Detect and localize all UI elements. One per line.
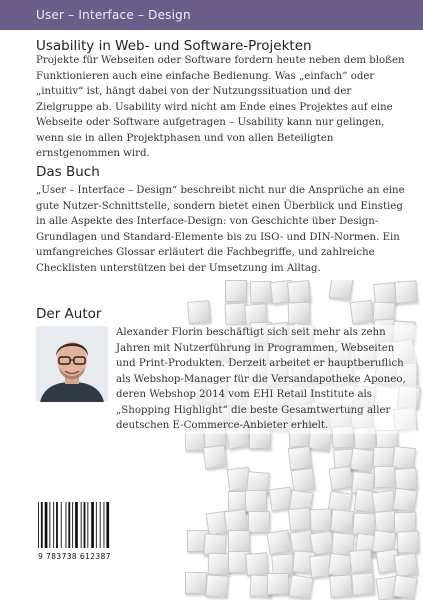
barcode-bar [49, 502, 50, 548]
cube-block [329, 280, 354, 301]
barcode-bar [84, 502, 86, 548]
barcode-bar [104, 502, 105, 548]
cube-block [289, 574, 314, 599]
cube-block [206, 575, 229, 598]
cube-block [288, 446, 312, 470]
barcode-bar [72, 502, 73, 548]
cube-block [349, 448, 374, 473]
section-heading-book: Das Buch [36, 164, 100, 180]
cube-block [392, 574, 417, 599]
cube-block [351, 572, 375, 596]
cube-block [393, 487, 418, 512]
cube-block [202, 445, 226, 469]
barcode-bar [81, 502, 82, 548]
cover-header-bar [0, 0, 423, 30]
barcode-bar [41, 502, 43, 548]
barcode-bar [75, 502, 78, 548]
cube-block [394, 552, 418, 576]
barcode-bar [91, 502, 94, 548]
cube-block [397, 531, 420, 554]
section-heading-usability: Usability in Web- und Software-Projekten [36, 38, 312, 54]
cube-block [395, 280, 418, 303]
cube-block [374, 466, 396, 488]
cube-block [267, 573, 289, 595]
barcode-bar [66, 502, 67, 548]
section-text-book: „User – Interface – Design“ beschreibt nicht nur die Ansprüche an eine gute Nutzer-Schnittstelle, sondern bietet einen Überblick und Einstieg in alle Aspekte des Interface-Design: von Geschichte über Design-Grundlagen und Standard-Elemente bis zu ISO- und DIN-Normen. Ein umfangreiches Glossar erläutert die Fachbegriffe, und zahlreiche Checklisten unterstützen bei der Umsetzung im Alltag. [36, 185, 405, 274]
cube-block [245, 552, 269, 576]
cube-block [185, 572, 207, 594]
section-text-author: Alexander Florin beschäftigt sich seit mehr als zehn Jahren mit Nutzerführung in Programmen, Webseiten und Print-Produkten. Derzeit arbeitet er hauptberuflich als Webshop-Manager für die Versandapotheke Aponeo, deren Webshop 2014 vom EHI Retail Institute als „Shopping Highlight“ die beste Gesamtwertung aller deutschen E-Commerce-Anbieter erhielt. [116, 325, 416, 434]
cube-block [228, 529, 250, 551]
cube-block [288, 301, 311, 324]
cube-block [349, 549, 373, 573]
barcode-bar [38, 502, 39, 548]
barcode-bar [87, 502, 88, 548]
cube-block [330, 509, 354, 533]
series-title: User – Interface – Design [36, 8, 191, 22]
cube-block [287, 280, 311, 304]
barcode-bar [45, 502, 48, 548]
cube-block [267, 529, 292, 554]
cube-block [353, 513, 376, 536]
cube-block [329, 574, 352, 597]
cube-block [248, 511, 270, 533]
cube-block [291, 467, 316, 492]
barcode-bar [96, 502, 97, 548]
barcode-bar [100, 502, 101, 548]
author-photo [36, 326, 108, 402]
cube-block [329, 466, 354, 491]
cube-block [207, 553, 230, 576]
isbn-number: 9 783738 612387 [38, 552, 111, 561]
cube-block [225, 280, 247, 302]
cube-block [187, 300, 211, 324]
barcode-bar [56, 502, 58, 548]
section-text-usability: Projekte für Webseiten oder Software fordern heute neben dem bloßen Funktionieren auch eine einfache Bedienung. Was „einfach“ oder „intuitiv“ ist, hängt dabei von der Nutzungssituation und der Zielgruppe ab. Usability wird nicht am Ende eines Projektes auf eine Webseite oder Software aufgetragen – Usability kann nur gelingen, wenn sie in allen Projektphasen und von allen Beteiligten ernstgenommen wird. [36, 55, 405, 159]
barcode-bar [53, 502, 54, 548]
barcode-bar [68, 502, 70, 548]
cube-block [245, 490, 267, 512]
section-heading-author: Der Autor [36, 306, 102, 322]
cube-block [309, 508, 332, 531]
cube-block [350, 299, 375, 324]
barcode-bar [61, 502, 62, 548]
barcode-bar [106, 502, 109, 548]
